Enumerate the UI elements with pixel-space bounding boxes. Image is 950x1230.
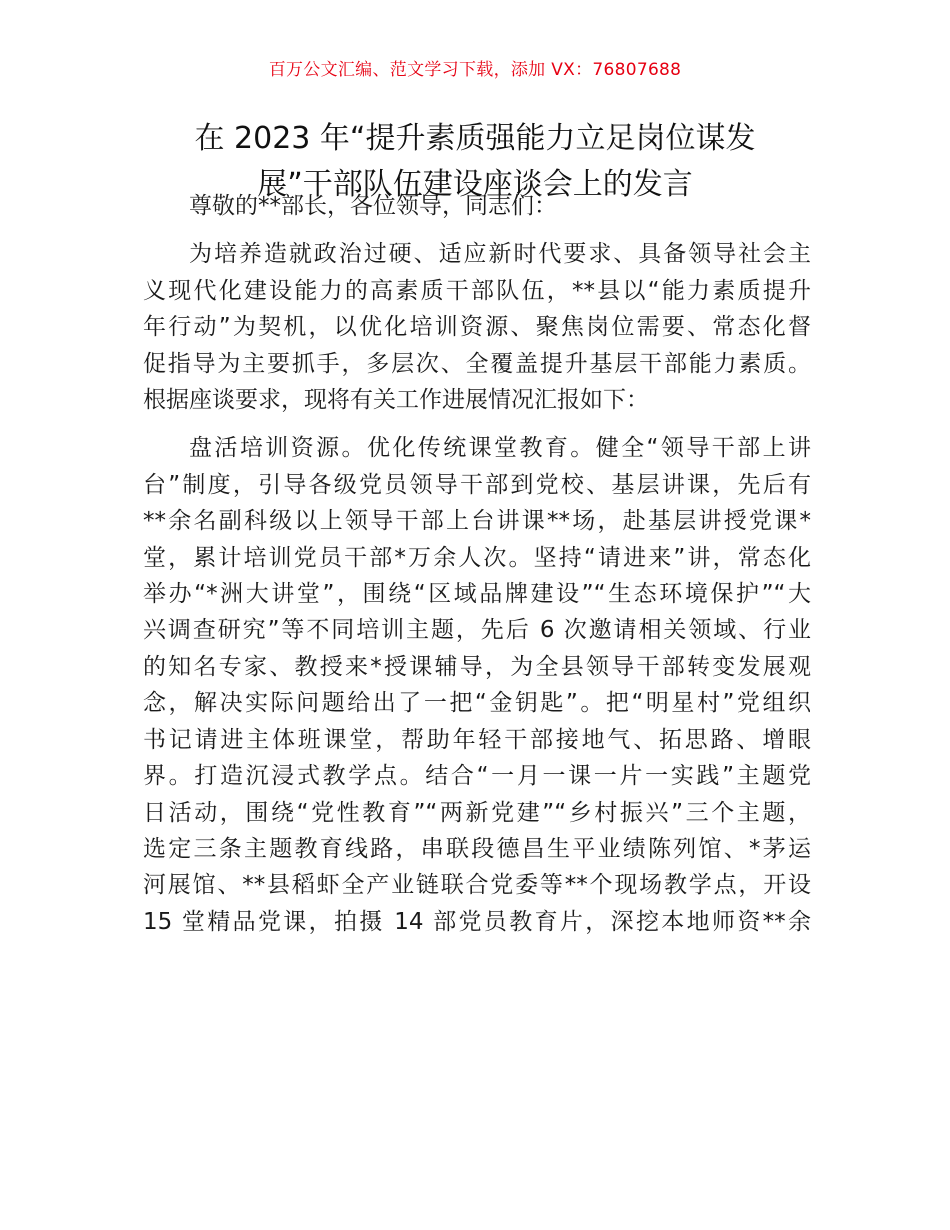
salutation: 尊敬的**部长，各位领导，同志们： bbox=[189, 193, 557, 219]
text-line: 兴调查研究”等不同培训主题，先后 6 次邀请相关领域、行业 bbox=[143, 617, 811, 644]
text-line: 为培养造就政治过硬、适应新时代要求、具备领导社会主 bbox=[189, 241, 811, 268]
text-line: **余名副科级以上领导干部上台讲课**场，赴基层讲授党课* bbox=[143, 508, 811, 535]
title-line: 展”干部队伍建设座谈会上的发言 bbox=[257, 167, 693, 202]
training-resources-paragraph bbox=[143, 430, 811, 940]
text-line: 书记请进主体班课堂，帮助年轻干部接地气、拓思路、增眼 bbox=[143, 726, 811, 753]
text-line: 念，解决实际问题给出了一把“金钥匙”。把“明星村”党组织 bbox=[143, 690, 811, 717]
text-line: 15 堂精品党课，拍摄 14 部党员教育片，深挖本地师资**余 bbox=[143, 908, 811, 935]
text-line: 河展馆、**县稻虾全产业链联合党委等**个现场教学点，开设 bbox=[143, 872, 811, 899]
text-line: 义现代化建设能力的高素质干部队伍，**县以“能力素质提升 bbox=[143, 277, 811, 304]
title-line: 在 2023 年“提升素质强能力立足岗位谋发 bbox=[194, 121, 756, 156]
text-line: 台”制度，引导各级党员领导干部到党校、基层讲课，先后有 bbox=[143, 471, 811, 498]
text-line: 界。打造沉浸式教学点。结合“一月一课一片一实践”主题党 bbox=[143, 763, 811, 790]
text-line: 年行动”为契机，以优化培训资源、聚焦岗位需要、常态化督 bbox=[143, 314, 811, 341]
text-line: 日活动，围绕“党性教育”“两新党建”“乡村振兴”三个主题， bbox=[143, 799, 811, 826]
document-body bbox=[143, 188, 811, 940]
text-line: 举办“*洲大讲堂”，围绕“区域品牌建设”“生态环境保护”“大 bbox=[143, 581, 811, 608]
text-line: 盘活培训资源。优化传统课堂教育。健全“领导干部上讲 bbox=[189, 435, 811, 462]
text-line: 根据座谈要求，现将有关工作进展情况汇报如下： bbox=[143, 387, 649, 414]
text-line: 促指导为主要抓手，多层次、全覆盖提升基层干部能力素质。 bbox=[143, 350, 811, 377]
watermark-banner: 百万公文汇编、范文学习下载，添加 VX：76807688 bbox=[268, 60, 682, 80]
text-line: 选定三条主题教育线路，串联段德昌生平业绩陈列馆、*茅运 bbox=[143, 835, 811, 862]
intro-paragraph bbox=[143, 236, 811, 418]
text-line: 的知名专家、教授来*授课辅导，为全县领导干部转变发展观 bbox=[143, 653, 811, 680]
text-line: 堂，累计培训党员干部*万余人次。坚持“请进来”讲，常态化 bbox=[143, 544, 811, 571]
